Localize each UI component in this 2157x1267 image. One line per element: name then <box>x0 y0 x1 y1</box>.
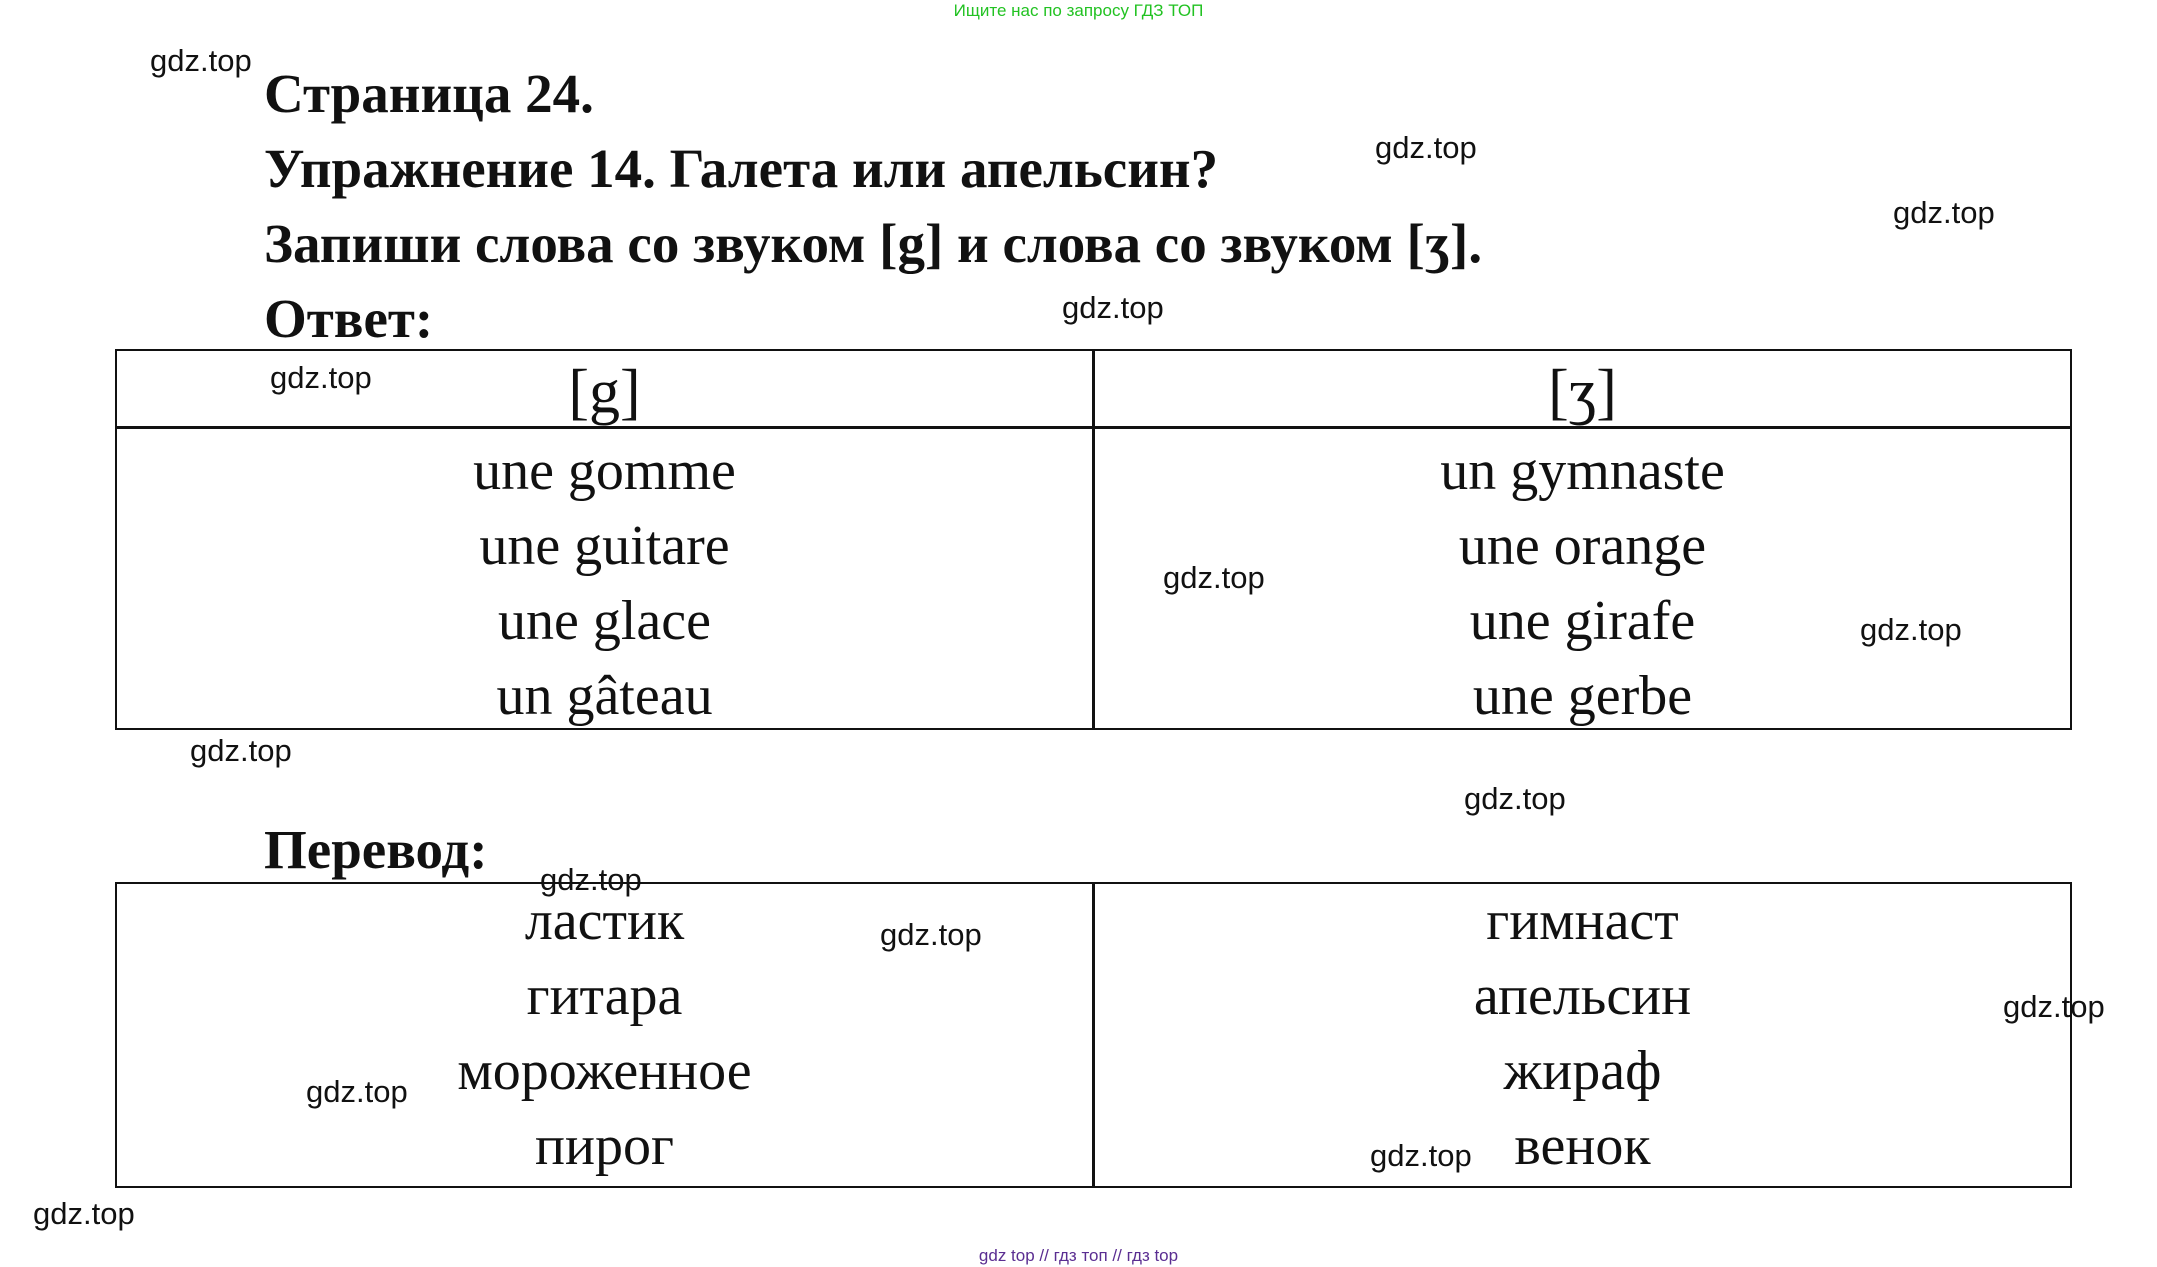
zh-translation-list <box>1095 884 2070 1184</box>
watermark: gdz.top <box>190 733 292 768</box>
list-item: une glace <box>498 590 711 652</box>
list-item: une guitare <box>479 515 730 577</box>
list-item: пирог <box>535 1115 674 1177</box>
g-word-list <box>117 434 1092 734</box>
watermark: gdz.top <box>270 360 372 395</box>
watermark: gdz.top <box>1163 560 1265 595</box>
list-item: венок <box>1514 1115 1651 1177</box>
header-divider <box>117 426 2070 429</box>
list-item: гимнаст <box>1486 890 1679 952</box>
watermark: gdz.top <box>540 862 642 897</box>
translation-label: Перевод: <box>264 819 488 880</box>
list-item: ластик <box>524 890 685 952</box>
watermark: gdz.top <box>1375 130 1477 165</box>
watermark: gdz.top <box>1860 612 1962 647</box>
header-g: [g] <box>568 358 641 426</box>
answer-table <box>115 349 2072 730</box>
watermark: gdz.top <box>2003 989 2105 1024</box>
list-item: un gâteau <box>496 665 713 727</box>
list-item: гитара <box>526 965 683 1027</box>
list-item: une orange <box>1458 515 1707 577</box>
header-zh: [ʒ] <box>1548 358 1617 426</box>
footer-links: gdz top // гдз топ // гдз top <box>978 1246 1179 1265</box>
list-item: une girafe <box>1469 590 1696 652</box>
watermark: gdz.top <box>1893 195 1995 230</box>
watermark: gdz.top <box>33 1196 135 1231</box>
list-item: un gymnaste <box>1440 440 1725 502</box>
exercise-title: Упражнение 14. Галета или апельсин? <box>264 138 1219 199</box>
list-item: апельсин <box>1473 965 1692 1027</box>
watermark: gdz.top <box>1370 1138 1472 1173</box>
watermark: gdz.top <box>150 43 252 78</box>
list-item: une gerbe <box>1472 665 1693 727</box>
translation-table <box>115 882 2072 1188</box>
top-banner: Ищите нас по запросу ГДЗ ТОП <box>953 1 1204 20</box>
task-text: Запиши слова со звуком [g] и слова со звуком [ʒ]. <box>264 213 1483 274</box>
watermark: gdz.top <box>306 1074 408 1109</box>
list-item: мороженное <box>457 1040 752 1102</box>
page-title: Страница 24. <box>264 63 594 124</box>
watermark: gdz.top <box>1062 290 1164 325</box>
list-item: une gomme <box>473 440 736 502</box>
list-item: жираф <box>1503 1040 1662 1102</box>
answer-label: Ответ: <box>264 288 434 349</box>
watermark: gdz.top <box>1464 781 1566 816</box>
watermark: gdz.top <box>880 917 982 952</box>
